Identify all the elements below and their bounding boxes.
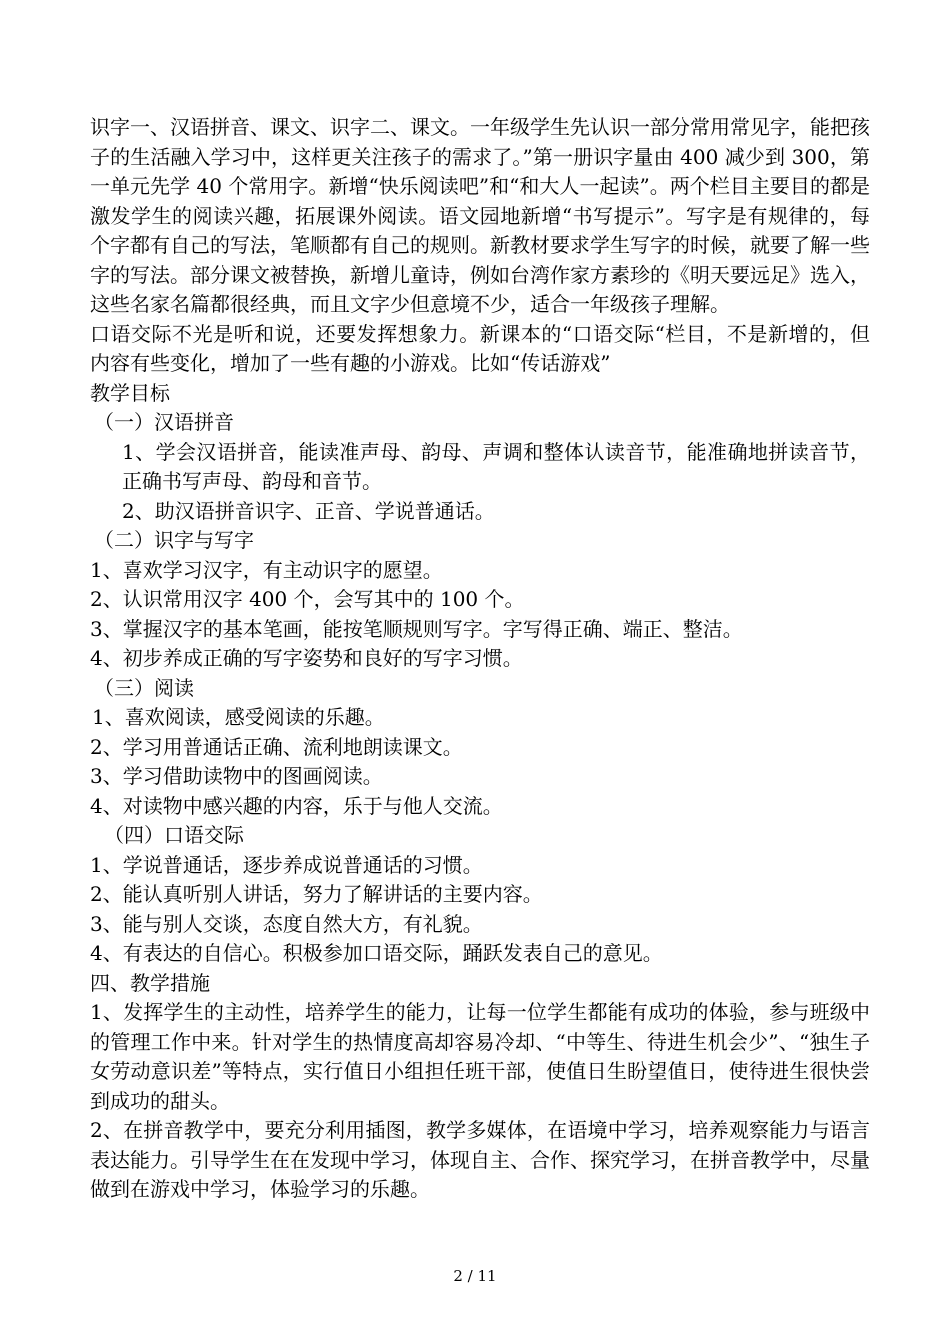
measure-2: 2、在拼音教学中，要充分利用插图，教学多媒体，在语境中学习，培养观察能力与语言表达能力。引导学生在在发现中学习，体现自主、合作、探究学习，在拼音教学中，尽量做到在游戏中学习，体验学习的乐趣。 (90, 1118, 870, 1201)
heading-teaching-measures: 四、教学措施 (90, 970, 210, 995)
reading-goal-3: 3、学习借助读物中的图画阅读。 (90, 764, 383, 788)
page-number: 2 / 11 (453, 1267, 497, 1285)
literacy-goal-2: 2、认识常用汉字 400 个，会写其中的 100 个。 (90, 587, 525, 611)
section-title-oral: （四）口语交际 (104, 823, 244, 847)
pinyin-goal-2: 2、助汉语拼音识字、正音、学说普通话。 (122, 498, 495, 523)
measure-1: 1、发挥学生的主动性，培养学生的能力，让每一位学生都能有成功的体验，参与班级中的管理工作中来。针对学生的热情度高却容易冷却、“中等生、待进生机会少”、“独生子女劳动意识差”等特点，实行值日小组担任班干部，使值日生盼望值日，使待进生很快尝到成功的甜头。 (90, 1000, 870, 1113)
oral-intro-paragraph: 口语交际不光是听和说，还要发挥想象力。新课本的“口语交际“栏目，不是新增的，但内容有些变化，增加了一些有趣的小游戏。比如“传话游戏” (90, 321, 870, 375)
section-title-pinyin: （一）汉语拼音 (94, 410, 234, 434)
document-body (90, 113, 870, 1205)
pinyin-goal-1: 1、学会汉语拼音，能读准声母、韵母、声调和整体认读音节，能准确地拼读音节，正确书写声母、韵母和音节。 (122, 439, 870, 493)
section-title-literacy: （二）识字与写字 (94, 528, 254, 552)
literacy-goal-3: 3、掌握汉字的基本笔画，能按笔顺规则写字。字写得正确、端正、整洁。 (90, 616, 743, 641)
literacy-goal-1: 1、喜欢学习汉字，有主动识字的愿望。 (90, 557, 443, 582)
reading-goal-1: 1、喜欢阅读，感受阅读的乐趣。 (92, 705, 385, 729)
section-title-reading: （三）阅读 (94, 675, 194, 700)
reading-goal-4: 4、对读物中感兴趣的内容，乐于与他人交流。 (90, 793, 503, 818)
intro-paragraph: 识字一、汉语拼音、课文、识字二、课文。一年级学生先认识一部分常用常见字，能把孩子的生活融入学习中，这样更关注孩子的需求了。”第一册识字量由 400 减少到 300，第一单元先学 40 个常用字。新增“快乐阅读吧”和“和大人一起读”。两个栏目主要目的都是激发学生的阅读兴趣，拓展课外阅读。语文园地新增“书写提示”。写字是有规律的，每个字都有自己的写法，笔顺都有自己的规则。新教材要求学生写字的时候，就要了解一些字的写法。部分课文被替换，新增儿童诗，例如台湾作家方素珍的《明天要远足》选入，这些名家名篇都很经典，而且文字少但意境不少，适合一年级孩子理解。 (90, 115, 870, 316)
oral-goal-2: 2、能认真听别人讲话，努力了解讲话的主要内容。 (90, 882, 543, 906)
oral-goal-3: 3、能与别人交谈，态度自然大方，有礼貌。 (90, 911, 483, 936)
oral-goal-4: 4、有表达的自信心。积极参加口语交际，踊跃发表自己的意见。 (90, 941, 663, 965)
reading-goal-2: 2、学习用普通话正确、流利地朗读课文。 (90, 734, 463, 759)
oral-goal-1: 1、学说普通话，逐步养成说普通话的习惯。 (90, 852, 483, 877)
literacy-goal-4: 4、初步养成正确的写字姿势和良好的写字习惯。 (90, 646, 523, 670)
heading-teaching-goals: 教学目标 (90, 380, 170, 405)
